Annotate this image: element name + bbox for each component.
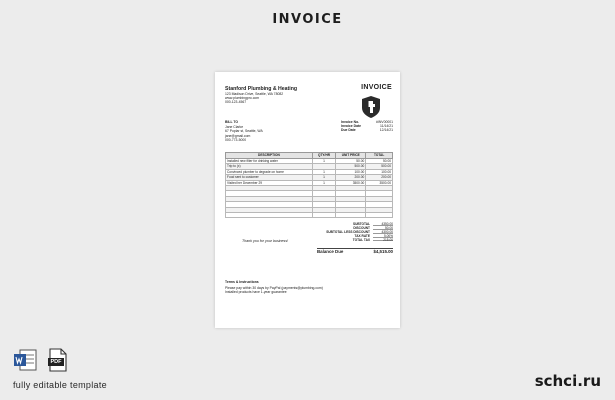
company-address: 123 Madison Drive, Seattle, WA 78082	[225, 92, 284, 96]
table-cell: 1	[312, 158, 335, 163]
table-cell: Food sent to customer	[226, 175, 313, 180]
balance-due	[317, 248, 393, 254]
meta-label: Invoice No.	[341, 120, 360, 124]
bill-to-block	[225, 120, 263, 142]
table-cell	[312, 212, 335, 217]
page-title: INVOICE	[272, 12, 343, 27]
bill-to-email: jane@gmail.com	[225, 133, 251, 138]
table-cell: Convinced plumber to degrade on home	[226, 169, 313, 174]
bill-to-phone: 000-773-5000	[225, 137, 247, 142]
meta-label: Due Date	[341, 128, 356, 133]
bill-to-address: 67 Poplar st, Seattle, WA	[225, 129, 263, 134]
table-cell	[336, 212, 366, 217]
table-row	[226, 212, 393, 217]
column-header: UNIT PRICE	[336, 153, 366, 159]
footer-caption: fully editable template	[13, 380, 107, 390]
table-cell: 1	[312, 169, 335, 174]
meta-value: 12/14/21	[379, 128, 393, 133]
totals-label: DISCOUNT	[353, 225, 370, 230]
terms-line: Installed products have 1-year guarantee	[225, 289, 287, 294]
totals-row	[315, 238, 393, 242]
totals-label: SUBTOTAL LESS DISCOUNT	[326, 229, 370, 234]
bill-to-heading: BILL TO	[225, 120, 239, 124]
table-cell: Trip to (x)	[226, 164, 313, 169]
totals-label: SUBTOTAL	[352, 222, 370, 226]
invoice-meta	[341, 120, 393, 133]
table-cell: 1	[312, 180, 335, 185]
meta-row	[341, 128, 393, 132]
terms-line: Please pay within 30 days by PayPal (payments@plumbing.com)	[225, 285, 323, 290]
table-cell: Installed new filter for drinking water	[226, 158, 313, 163]
table-cell: 500.00	[336, 164, 366, 169]
table-cell: 200.00	[336, 175, 366, 180]
totals-value: 50.00	[373, 226, 393, 230]
meta-value: 11/14/21	[380, 124, 393, 129]
line-items-table	[225, 152, 393, 218]
meta-value: #INV00001	[376, 120, 393, 124]
table-cell: 500.00	[366, 164, 393, 169]
pdf-document-icon[interactable]	[45, 348, 69, 372]
table-cell: 200.00	[366, 175, 393, 180]
shield-logo-icon	[362, 96, 380, 118]
site-watermark: schci.ru	[534, 372, 601, 390]
table-cell	[366, 212, 393, 217]
bill-to-name: Jane Clarke	[225, 125, 244, 130]
terms-heading: Terms & Instructions	[225, 280, 259, 284]
column-header: TOTAL	[366, 153, 393, 159]
format-icons	[13, 348, 69, 372]
totals-value: 4300.00	[373, 230, 393, 234]
table-cell: 100.00	[336, 169, 366, 174]
company-block	[225, 86, 297, 105]
totals-label: TAX RATE	[354, 233, 370, 238]
company-name: Stanford Plumbing & Heating	[225, 86, 298, 92]
meta-label: Invoice Date	[341, 124, 361, 129]
column-header: QTY/HR	[312, 153, 335, 159]
table-cell: 1	[312, 175, 335, 180]
balance-value: $4,515.00	[373, 249, 393, 254]
balance-label: Balance Due	[317, 249, 344, 254]
totals-block	[315, 222, 393, 241]
table-body	[226, 158, 393, 217]
column-header: DESCRIPTION	[226, 153, 313, 159]
invoice-heading: INVOICE	[361, 84, 392, 91]
totals-value: 5.00%	[373, 234, 393, 238]
company-email: www.plumbingpro.com	[225, 96, 260, 101]
table-cell: 50.00	[336, 158, 366, 163]
table-cell: 50.00	[366, 158, 393, 163]
company-phone: 000-123-4567	[225, 100, 247, 105]
table-cell: 3500.00	[336, 180, 366, 185]
totals-value: 215.00	[373, 238, 393, 242]
totals-label: TOTAL TAX	[352, 237, 370, 242]
invoice-sheet	[215, 72, 400, 328]
table-cell: 3500.00	[366, 180, 393, 185]
word-document-icon[interactable]	[13, 348, 37, 372]
table-cell: 100.00	[366, 169, 393, 174]
thank-you-note: Thank you for your business!	[242, 239, 289, 243]
table-cell	[226, 212, 313, 217]
pdf-icon-label: PDF	[50, 358, 62, 365]
totals-value: 4350.00	[373, 222, 393, 226]
terms-block	[225, 280, 385, 294]
table-cell: Visited her December 29	[226, 180, 313, 185]
